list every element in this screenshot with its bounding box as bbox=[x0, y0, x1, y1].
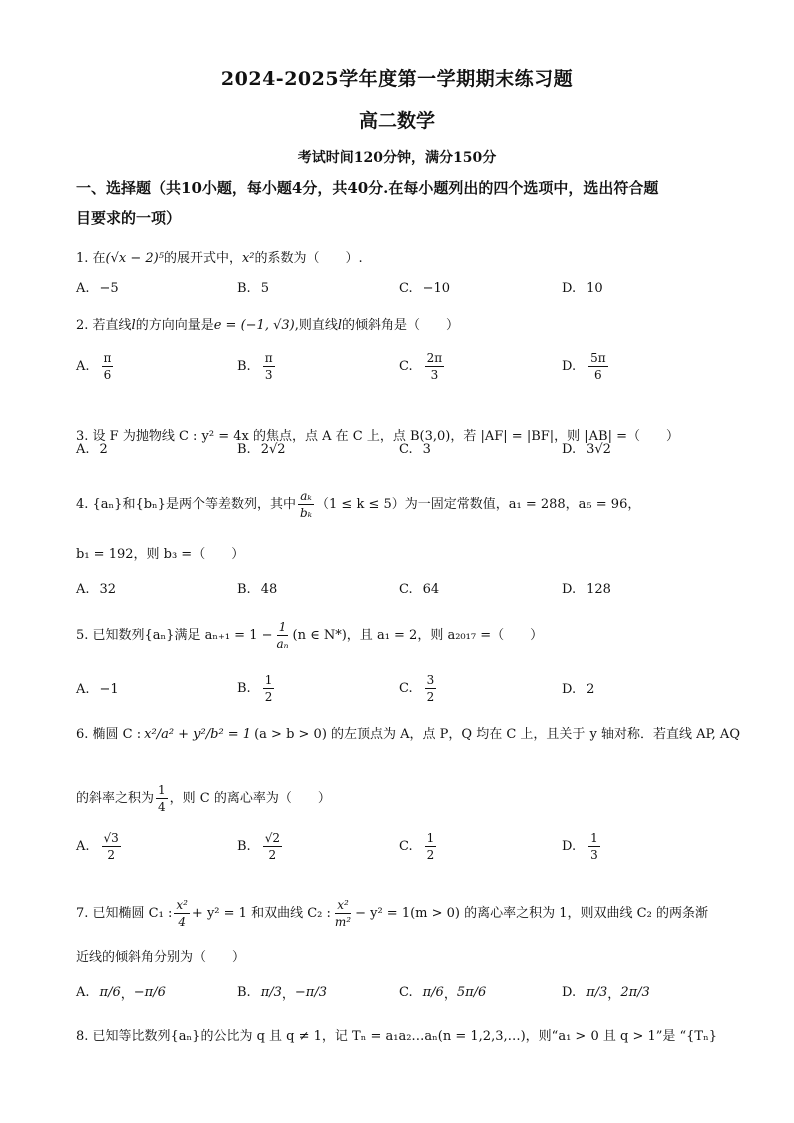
q7-option-c[interactable]: C. π/6 ， 5π/6 bbox=[399, 985, 487, 1002]
exam-title: 2024-2025学年度第一学期期末练习题 bbox=[220, 68, 574, 90]
question-2: 2. 若直线l的方向向量是e = (−1, √3),则直线l的倾斜角是（ ） bbox=[76, 318, 460, 333]
q7-option-d[interactable]: D. π/3 ， 2π/3 bbox=[562, 985, 650, 1002]
q3-option-c[interactable]: C. 3 bbox=[399, 442, 431, 457]
question-7: 7. 已知椭圆 C₁ : $\frac{\text{x²}}{4}$ + y² = 1 和双曲线 C₂ : $\frac{\text{x²}}{\text{m²}}$ − y² = 1(m > 0) 的离心率之积为 1，则双曲线 C₂ 的两条渐 bbox=[76, 898, 708, 929]
q2-option-c[interactable]: C. $\frac{2\pi}{3}$ bbox=[399, 351, 443, 382]
q2-option-d[interactable]: D. $\frac{5\pi}{6}$ bbox=[562, 351, 606, 382]
section-heading-line2: 目要求的一项） bbox=[76, 209, 182, 227]
q5-option-c[interactable]: C. $\frac{3}{2}$ bbox=[399, 673, 435, 704]
q6-option-c[interactable]: C. $\frac{1}{2}$ bbox=[399, 831, 435, 862]
q6-option-b[interactable]: B. $\frac{√2}{2}$ bbox=[237, 831, 280, 862]
q2-option-a[interactable]: A. $\frac{\pi}{6}$ bbox=[76, 351, 112, 382]
q2-option-b[interactable]: B. $\frac{\pi}{3}$ bbox=[237, 351, 273, 382]
question-4-line2: b₁ = 192，则 b₃ =（ ） bbox=[76, 547, 245, 562]
question-8: 8. 已知等比数列{aₙ}的公比为 q 且 q ≠ 1，记 Tₙ = a₁a₂…aₙ(n = 1,2,3,…)，则“a₁ > 0 且 q > 1”是 “{Tₙ} bbox=[76, 1029, 717, 1044]
question-6-line2: 的斜率之积为 $\frac{1}{4}$ ，则 C 的离心率为（ ） bbox=[76, 783, 331, 814]
q6-option-a[interactable]: A. $\frac{√3}{2}$ bbox=[76, 831, 119, 862]
q4-option-a[interactable]: A. 32 bbox=[76, 582, 117, 597]
q1-option-a[interactable]: A. −5 bbox=[76, 281, 119, 296]
q3-option-a[interactable]: A. 2 bbox=[76, 442, 108, 457]
q1-expression: (√x − 2)⁵ bbox=[105, 251, 164, 266]
question-4: 4. {aₙ}和{bₙ}是两个等差数列，其中 $\frac{\text{aₖ}}{\text{bₖ}}$ （1 ≤ k ≤ 5）为一固定常数值，a₁ = 288，a₅ = 96， bbox=[76, 489, 641, 520]
question-3: 3. 设 F 为抛物线 C : y² = 4x 的焦点，点 A 在 C 上，点 B(3,0)，若 |AF| = |BF|，则 |AB| =（ ） bbox=[76, 429, 680, 444]
question-7-line2: 近线的倾斜角分别为（ ） bbox=[76, 950, 246, 965]
q2-vector: e = (−1, √3) bbox=[213, 318, 295, 333]
q1-option-d[interactable]: D. 10 bbox=[562, 281, 603, 296]
q7-option-b[interactable]: B. π/3 ， −π/3 bbox=[237, 985, 327, 1002]
q5-option-a[interactable]: A. −1 bbox=[76, 682, 119, 697]
q4-option-b[interactable]: B. 48 bbox=[237, 582, 278, 597]
exam-info: 考试时间120分钟，满分150分 bbox=[297, 150, 497, 166]
q7-option-a[interactable]: A. π/6 ， −π/6 bbox=[76, 985, 166, 1002]
section-heading-line1: 一、选择题（共10小题，每小题4分，共40分.在每小题列出的四个选项中，选出符合题 bbox=[76, 179, 659, 197]
q5-option-d[interactable]: D. 2 bbox=[562, 682, 595, 697]
question-5: 5. 已知数列{aₙ}满足 aₙ₊₁ = 1 − $\frac{1}{\text{aₙ}}$ (n ∈ N*)，且 a₁ = 2，则 a₂₀₁₇ =（ ） bbox=[76, 620, 544, 651]
q1-option-c[interactable]: C. −10 bbox=[399, 281, 451, 296]
subject-title: 高二数学 bbox=[358, 110, 435, 132]
q5-option-b[interactable]: B. $\frac{1}{2}$ bbox=[237, 673, 273, 704]
q4-option-c[interactable]: C. 64 bbox=[399, 582, 440, 597]
q3-option-d[interactable]: D. 3√2 bbox=[562, 442, 611, 457]
q6-ellipse-equation: x²/a² + y²/b² = 1 bbox=[144, 727, 252, 742]
question-1: 1. 在(√x − 2)⁵的展开式中，x²的系数为（ ）. bbox=[76, 251, 363, 266]
q4-option-d[interactable]: D. 128 bbox=[562, 582, 611, 597]
section-heading bbox=[76, 173, 726, 233]
q1-option-b[interactable]: B. 5 bbox=[237, 281, 269, 296]
q3-option-b[interactable]: B. 2√2 bbox=[237, 442, 286, 457]
question-6: 6. 椭圆 C : x²/a² + y²/b² = 1 (a > b > 0) 的左顶点为 A，点 P，Q 均在 C 上，且关于 y 轴对称．若直线 AP, AQ bbox=[76, 725, 740, 745]
q6-option-d[interactable]: D. $\frac{1}{3}$ bbox=[562, 831, 598, 862]
